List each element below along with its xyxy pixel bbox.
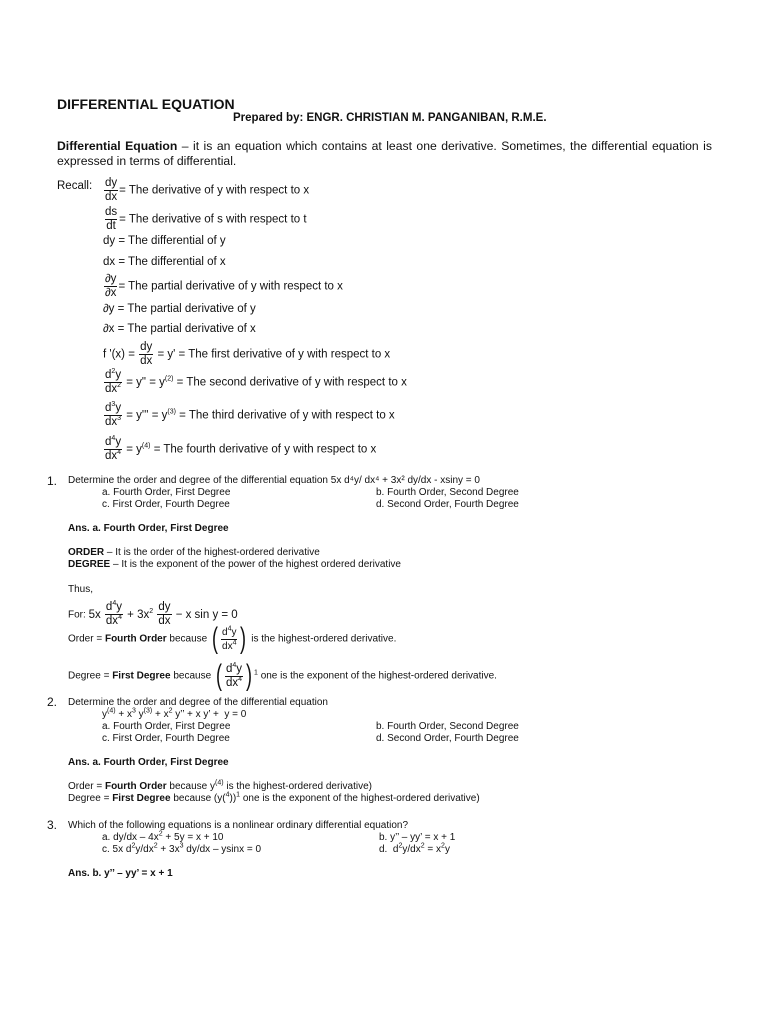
order-pre: Order = (68, 633, 105, 645)
recall-partial-yx-text: = The partial derivative of y with respect to x (118, 280, 343, 293)
q2-order-value: Fourth Order (104, 781, 167, 792)
q2-choice-d: d. Second Order, Fourth Degree (376, 733, 519, 744)
recall-fourth-derivative: $\frac{d^4y}{dx^4}$ = $y^{(4)}$ = The fourth derivative of y with respect to x (105, 435, 377, 462)
for-label: For: (68, 609, 86, 621)
q3-answer: Ans. b. y’’ – yy’ = x + 1 (68, 868, 173, 879)
example-equation: For: 5x $\frac{d^4y}{dx^4}$ + $3x^2$ $\frac{dy}{dx}$ − x sin y = 0 (68, 600, 238, 627)
q3-choice-a: a. $dy/dx - 4x^2 + 5y = x + 10$ (102, 830, 224, 843)
order-def: – It is the order of the highest-ordered derivative (104, 547, 320, 558)
q2-degree-value: First Degree (112, 793, 171, 804)
recall-partial-yx: $\frac{\partial y}{\partial x}$ = The partial derivative of y with respect to x (105, 273, 343, 299)
recall-partial-y: ∂y = The partial derivative of y (103, 303, 256, 315)
q2-answer: Ans. a. Fourth Order, First Degree (68, 757, 229, 768)
degree-definition (68, 559, 401, 570)
q1-choice-a: a. Fourth Order, First Degree (102, 487, 231, 498)
q2-choice-b: b. Fourth Order, Second Degree (376, 721, 519, 732)
q2-order-explanation: Order = Fourth Order because $y^{(4)}$ is the highest-ordered derivative) (68, 779, 372, 792)
q1-answer: Ans. a. Fourth Order, First Degree (68, 523, 229, 534)
page-title: DIFFERENTIAL EQUATION (57, 96, 235, 112)
order-term: ORDER (68, 547, 105, 558)
degree-def: – It is the exponent of the power of the highest ordered derivative (110, 559, 401, 570)
q2-number: 2. (47, 695, 58, 709)
recall-second-derivative: $\frac{d^2y}{dx^2}$ = y" = $y^{(2)}$ = The second derivative of y with respect to x (105, 368, 407, 395)
q2-degree-explanation: Degree = First Degree because $(y(^4))^1$ one is the exponent of the highest-ordered derivative) (68, 791, 480, 804)
recall-dy: dy = The differential of y (103, 235, 226, 247)
recall-label: Recall: (57, 180, 93, 192)
definition-term: Differential Equation (57, 139, 178, 153)
recall-partial-x: ∂x = The partial derivative of x (103, 323, 256, 335)
order-explanation: Order = Fourth Order because ( $\frac{d^4y}{dx^4}$ ) is the highest-ordered derivative. (68, 622, 397, 655)
q2-choice-c: c. First Order, Fourth Degree (102, 733, 230, 744)
recall-dydx: $\frac{dy}{dx}$ = The derivative of y with respect to x (105, 177, 310, 203)
order-value: Fourth Order (104, 633, 167, 645)
recall-first-derivative: f '(x) = $\frac{dy}{dx}$ = y' = The first derivative of y with respect to x (103, 341, 391, 367)
q1-choice-b: b. Fourth Order, Second Degree (376, 487, 519, 498)
q3-choice-c: c. 5x $d^2y/dx^2 + 3x^3$ dy/dx – ysinx = 0 (102, 842, 262, 855)
recall-third-derivative: $\frac{d^3y}{dx^3}$ = $y''' = y^{(3)}$ = The third derivative of y with respect to x (105, 401, 395, 428)
degree-term: DEGREE (68, 559, 111, 570)
q2-order-pre: Order = (68, 781, 105, 792)
author-line: Prepared by: ENGR. CHRISTIAN M. PANGANIBAN, R.M.E. (233, 112, 547, 124)
q1-stem: Determine the order and degree of the differential equation 5x d⁴y/ dx⁴ + 3x² dy/dx - xsiny = 0 (68, 475, 480, 486)
definition-paragraph (57, 139, 712, 169)
degree-explanation: Degree = First Degree because ( $\frac{d^4y}{dx^4}$ ) $^1$ one is the exponent of the highest-ordered derivative. (68, 659, 497, 692)
q3-stem: Which of the following equations is a nonlinear ordinary differential equation? (68, 820, 409, 831)
q3-number: 3. (47, 818, 58, 832)
q1-choice-d: d. Second Order, Fourth Degree (376, 499, 519, 510)
recall-first-text: = The first derivative of y with respect to x (178, 348, 391, 361)
order-definition (68, 547, 320, 558)
recall-second-text: = The second derivative of y with respect to x (176, 376, 407, 389)
degree-pre: Degree = (68, 670, 113, 682)
degree-value: First Degree (112, 670, 171, 682)
recall-dx: dx = The differential of x (103, 256, 226, 268)
recall-third-text: = The third derivative of y with respect to x (179, 409, 395, 422)
q3-choice-d: d. $d^2y/dx^2 = x^2y$ (379, 842, 450, 855)
q2-stem: Determine the order and degree of the differential equation (68, 697, 328, 708)
recall-dydx-text: = The derivative of y with respect to x (119, 184, 310, 197)
order-post: is the highest-ordered derivative. (251, 633, 397, 645)
q2-choice-a: a. Fourth Order, First Degree (102, 721, 231, 732)
degree-post: one is the exponent of the highest-ordered derivative. (260, 670, 497, 682)
recall-dsdt: $\frac{ds}{dt}$ = The derivative of s with respect to t (105, 206, 307, 232)
recall-dsdt-text: = The derivative of s with respect to t (119, 213, 307, 226)
q1-number: 1. (47, 474, 58, 488)
q2-equation: $y^{(4)} + x^3$ $y^{(3)} + x^2$ y’’ + x y’ + y = 0 (102, 707, 247, 720)
q2-degree-pre: Degree = (68, 793, 113, 804)
order-because: because (166, 633, 208, 645)
definition-text: – it is an equation which contains at least one derivative. Sometimes, the differential equation is expressed in terms of differential. (57, 139, 712, 168)
q1-choice-c: c. First Order, Fourth Degree (102, 499, 230, 510)
q3-choice-b: b. y’’ – yy’ = x + 1 (379, 832, 456, 843)
recall-fourth-text: = The fourth derivative of y with respect to x (153, 443, 377, 456)
thus-label: Thus, (68, 584, 94, 595)
degree-because: because (170, 670, 212, 682)
